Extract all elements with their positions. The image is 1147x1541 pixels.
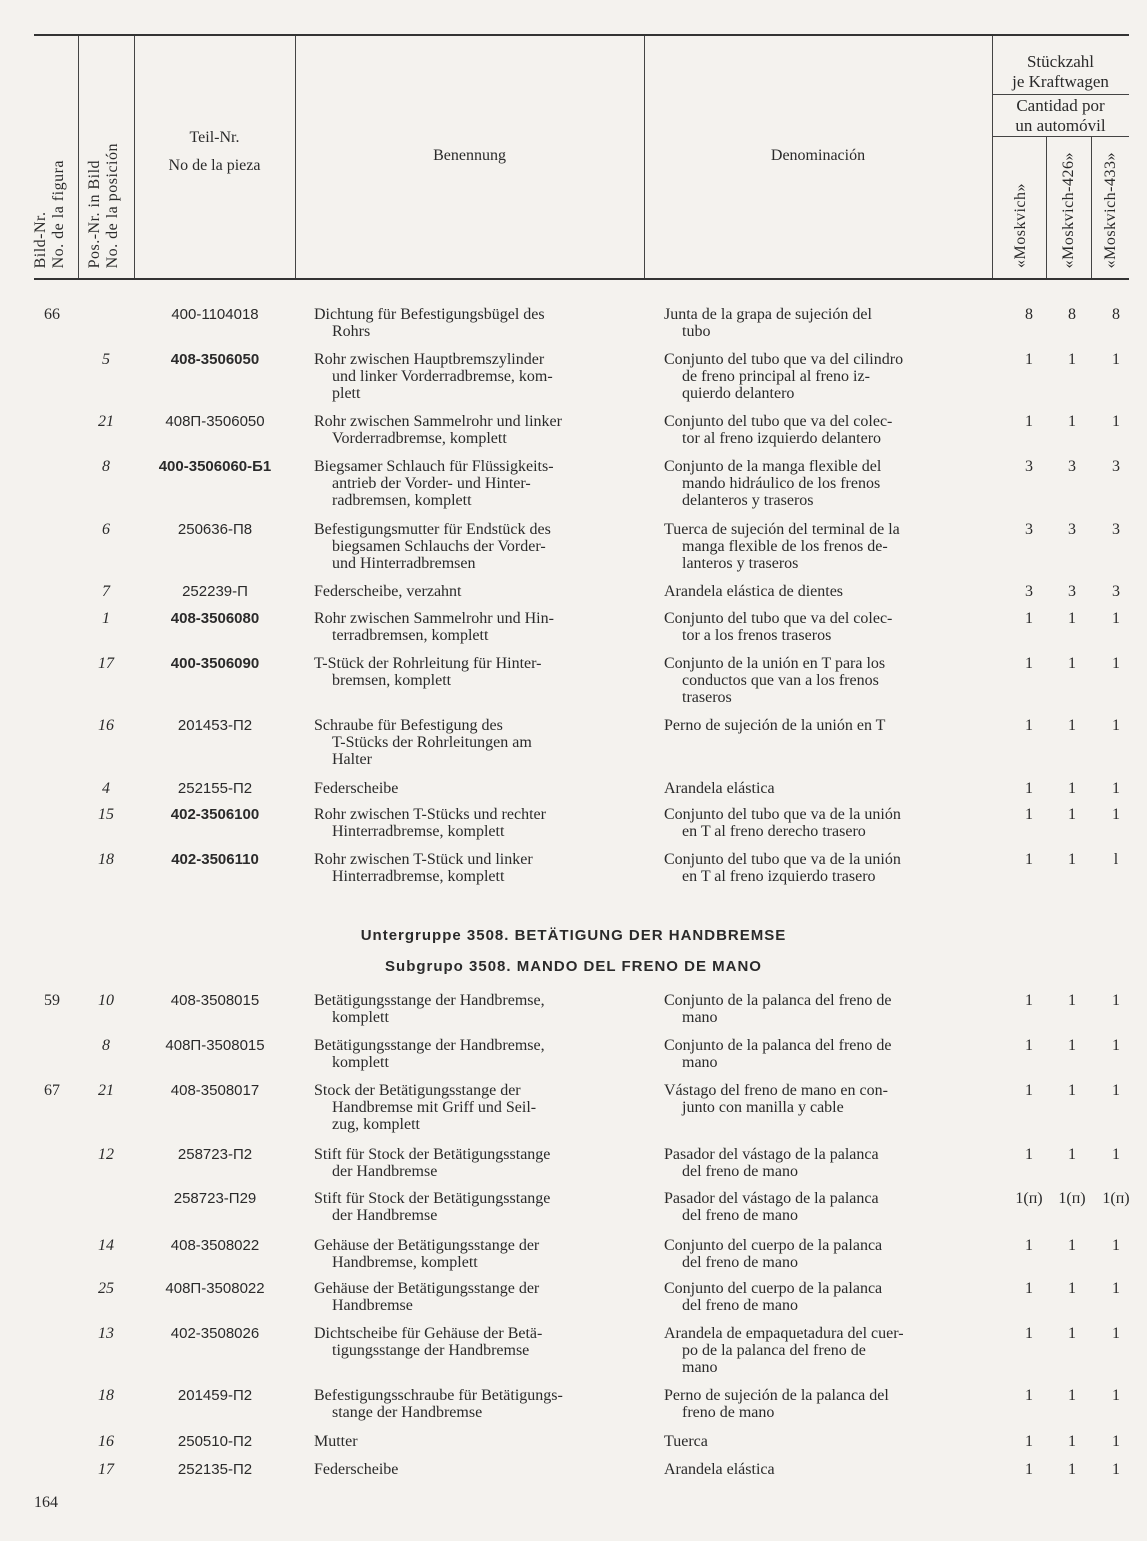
qty-moskvich-433-cell: 1 <box>1112 1280 1120 1297</box>
part-number-cell: 408-3508015 <box>170 992 260 1009</box>
qty-moskvich-426-cell: 1 <box>1068 1237 1076 1254</box>
part-number-cell: 408-3508022 <box>170 1237 260 1254</box>
denominacion-cell <box>664 992 976 1026</box>
denominacion-cell <box>664 1433 976 1450</box>
qty-moskvich-426-cell: 1 <box>1068 717 1076 734</box>
text-line: conductos que van a los frenos <box>682 672 879 689</box>
qty-moskvich-cell: 1 <box>1025 655 1033 672</box>
qty-moskvich-433-cell: 1 <box>1112 1082 1120 1099</box>
text-line: der Handbremse <box>332 1163 438 1180</box>
qty-moskvich-cell: 1(п) <box>1015 1190 1043 1207</box>
position-number-cell: 8 <box>102 1037 110 1054</box>
header-part-number <box>134 128 295 176</box>
qty-moskvich-433-cell: 1 <box>1112 1325 1120 1342</box>
text-line: Teil-Nr. <box>189 129 240 146</box>
benennung-cell <box>314 1237 626 1271</box>
text-line: No de la pieza <box>168 157 261 174</box>
benennung-cell <box>314 351 626 402</box>
qty-moskvich-cell: 1 <box>1025 1325 1033 1342</box>
text-line: Arandela elástica de dientes <box>664 583 844 600</box>
qty-moskvich-426-cell: 1 <box>1068 806 1076 823</box>
text-line: Stift für Stock der Betätigungsstange <box>314 1190 551 1207</box>
text-line: Handbremse, komplett <box>332 1254 478 1271</box>
position-number-cell: 15 <box>98 806 114 823</box>
text-line: Tuerca <box>664 1433 708 1450</box>
qty-moskvich-426-cell: 1 <box>1068 1325 1076 1342</box>
denominacion-cell <box>664 1237 976 1271</box>
text-line: Conjunto del tubo que va de la unión <box>664 806 901 823</box>
benennung-cell <box>314 717 626 768</box>
text-line: Rohr zwischen Hauptbremszylinder <box>314 351 545 368</box>
qty-moskvich-cell: 1 <box>1025 1433 1033 1450</box>
denominacion-cell <box>664 780 976 797</box>
qty-moskvich-433-cell: 1 <box>1112 1433 1120 1450</box>
qty-moskvich-433-cell: 1 <box>1112 1461 1120 1478</box>
qty-moskvich-433-cell: 1 <box>1112 1146 1120 1163</box>
denominacion-cell <box>664 413 976 447</box>
text-line: Befestigungsschraube für Betätigungs- <box>314 1387 563 1404</box>
qty-moskvich-433-cell: 1 <box>1112 1387 1120 1404</box>
text-line: freno de mano <box>682 1404 775 1421</box>
position-number-cell: 18 <box>98 1387 114 1404</box>
text-line: komplett <box>332 1054 389 1071</box>
header-quantity-es <box>992 96 1129 136</box>
text-line: Hinterradbremse, komplett <box>332 823 505 840</box>
denominacion-cell <box>664 1190 976 1224</box>
text-line: Biegsamer Schlauch für Flüssigkeits- <box>314 458 554 475</box>
text-line: en T al freno izquierdo trasero <box>682 868 876 885</box>
text-line: Federscheibe <box>314 1461 399 1478</box>
text-line: tor al freno izquierdo delantero <box>682 430 882 447</box>
text-line: del freno de mano <box>682 1254 798 1271</box>
benennung-cell <box>314 992 626 1026</box>
part-number-cell: 252135-П2 <box>177 1461 253 1478</box>
denominacion-cell <box>664 1325 976 1376</box>
text-line: Gehäuse der Betätigungsstange der <box>314 1280 540 1297</box>
qty-moskvich-433-cell: 8 <box>1112 306 1120 323</box>
part-number-cell: 408-3508017 <box>170 1082 260 1099</box>
text-line: Perno de sujeción de la palanca del <box>664 1387 889 1404</box>
text-line: Schraube für Befestigung des <box>314 717 503 734</box>
benennung-cell <box>314 655 626 689</box>
part-number-cell: 250636-П8 <box>177 521 253 538</box>
qty-moskvich-cell: 1 <box>1025 1082 1033 1099</box>
part-number-cell: 400-3506060-Б1 <box>158 458 272 475</box>
part-number-cell: 201453-П2 <box>177 717 253 734</box>
position-number-cell: 18 <box>98 851 114 868</box>
qty-moskvich-433-cell: 1 <box>1112 655 1120 672</box>
text-line: stange der Handbremse <box>332 1404 483 1421</box>
qty-moskvich-426-cell: 1 <box>1068 351 1076 368</box>
denominacion-cell <box>664 1280 976 1314</box>
benennung-cell <box>314 806 626 840</box>
position-number-cell: 12 <box>98 1146 114 1163</box>
text-line: Federscheibe <box>314 780 399 797</box>
table-rule <box>1046 136 1047 278</box>
part-number-cell: 250510-П2 <box>177 1433 253 1450</box>
text-line: Junta de la grapa de sujeción del <box>664 306 872 323</box>
qty-moskvich-cell: 1 <box>1025 780 1033 797</box>
part-number-cell: 201459-П2 <box>177 1387 253 1404</box>
qty-moskvich-cell: 3 <box>1025 521 1033 538</box>
position-number-cell: 16 <box>98 1433 114 1450</box>
text-line: Pasador del vástago de la palanca <box>664 1190 879 1207</box>
text-line: delanteros y traseros <box>682 492 814 509</box>
qty-moskvich-433-cell: 1 <box>1112 992 1120 1009</box>
denominacion-cell <box>664 1082 976 1116</box>
part-number-cell: 408П-3508015 <box>165 1037 265 1054</box>
part-number-cell: 400-1104018 <box>171 306 259 323</box>
table-rule <box>1091 136 1092 278</box>
position-number-cell: 7 <box>102 583 110 600</box>
text-line: Befestigungsmutter für Endstück des <box>314 521 551 538</box>
qty-moskvich-433-cell: 3 <box>1112 583 1120 600</box>
position-number-cell: 14 <box>98 1237 114 1254</box>
position-number-cell: 25 <box>98 1280 114 1297</box>
benennung-cell <box>314 583 626 600</box>
subgroup-heading-de: Untergruppe 3508. BETÄTIGUNG DER HANDBREMSE <box>360 927 787 944</box>
text-line: plett <box>332 385 361 402</box>
text-line: mano <box>682 1009 718 1026</box>
part-number-cell: 402-3508026 <box>170 1325 260 1342</box>
text-line: mano <box>682 1054 718 1071</box>
qty-moskvich-cell: 1 <box>1025 610 1033 627</box>
text-line: lanteros y traseros <box>682 555 799 572</box>
text-line: der Handbremse <box>332 1207 438 1224</box>
text-line: Dichtscheibe für Gehäuse der Betä- <box>314 1325 543 1342</box>
text-line: Betätigungsstange der Handbremse, <box>314 992 545 1009</box>
text-line: Arandela elástica <box>664 780 775 797</box>
part-number-cell: 252155-П2 <box>177 780 253 797</box>
denominacion-cell <box>664 717 976 734</box>
position-number-cell: 8 <box>102 458 110 475</box>
qty-moskvich-426-cell: 1(п) <box>1058 1190 1086 1207</box>
qty-moskvich-cell: 1 <box>1025 851 1033 868</box>
position-number-cell: 17 <box>98 1461 114 1478</box>
text-line: Conjunto del cuerpo de la palanca <box>664 1237 883 1254</box>
text-line: zug, komplett <box>332 1116 420 1133</box>
text-line: Conjunto del tubo que va de la unión <box>664 851 901 868</box>
part-number-cell: 258723-П29 <box>173 1190 257 1207</box>
qty-moskvich-426-cell: 1 <box>1068 1280 1076 1297</box>
position-number-cell: 4 <box>102 780 110 797</box>
denominacion-cell <box>664 521 976 572</box>
qty-moskvich-426-cell: 1 <box>1068 1461 1076 1478</box>
denominacion-cell <box>664 1387 976 1421</box>
text-line: Rohr zwischen Sammelrohr und Hin- <box>314 610 554 627</box>
text-line: Conjunto del cuerpo de la palanca <box>664 1280 883 1297</box>
text-line: Conjunto de la palanca del freno de <box>664 992 892 1009</box>
part-number-cell: 402-3506100 <box>170 806 260 823</box>
qty-moskvich-426-cell: 1 <box>1068 655 1076 672</box>
text-line: und linker Vorderradbremse, kom- <box>332 368 553 385</box>
text-line: Pos.-Nr. in Bild <box>86 159 103 268</box>
position-number-cell: 6 <box>102 521 110 538</box>
qty-moskvich-433-cell: 1 <box>1112 1037 1120 1054</box>
qty-moskvich-cell: 1 <box>1025 1237 1033 1254</box>
text-line: bremsen, komplett <box>332 672 452 689</box>
qty-moskvich-cell: 1 <box>1025 717 1033 734</box>
benennung-cell <box>314 1325 626 1359</box>
text-line: manga flexible de los frenos de- <box>682 538 888 555</box>
text-line: de freno principal al freno iz- <box>682 368 870 385</box>
qty-moskvich-433-cell: 1 <box>1112 806 1120 823</box>
text-line: Arandela elástica <box>664 1461 775 1478</box>
benennung-cell <box>314 306 626 340</box>
table-rule <box>992 136 1129 137</box>
text-line: Conjunto de la unión en T para los <box>664 655 886 672</box>
text-line: Perno de sujeción de la unión en T <box>664 717 886 734</box>
benennung-cell <box>314 1037 626 1071</box>
text-line: Mutter <box>314 1433 358 1450</box>
text-line: antrieb der Vorder- und Hinter- <box>332 475 531 492</box>
qty-moskvich-cell: 3 <box>1025 458 1033 475</box>
qty-moskvich-426-cell: 1 <box>1068 413 1076 430</box>
text-line: Stückzahl <box>1026 52 1095 71</box>
part-number-cell: 258723-П2 <box>177 1146 253 1163</box>
text-line: Betätigungsstange der Handbremse, <box>314 1037 545 1054</box>
position-number-cell: 1 <box>102 610 110 627</box>
qty-moskvich-433-cell: l <box>1113 851 1119 868</box>
text-line: Federscheibe, verzahnt <box>314 583 462 600</box>
qty-moskvich-426-cell: 3 <box>1068 458 1076 475</box>
qty-moskvich-426-cell: 1 <box>1068 780 1076 797</box>
text-line: Halter <box>332 751 372 768</box>
header-quantity-de <box>992 52 1129 92</box>
header-denominacion: Denominación <box>770 147 866 164</box>
benennung-cell <box>314 851 626 885</box>
text-line: po de la palanca del freno de <box>682 1342 866 1359</box>
table-header <box>34 34 1129 280</box>
denominacion-cell <box>664 806 976 840</box>
text-line: Conjunto de la palanca del freno de <box>664 1037 892 1054</box>
benennung-cell <box>314 458 626 509</box>
qty-moskvich-433-cell: 1 <box>1112 780 1120 797</box>
qty-moskvich-cell: 1 <box>1025 1146 1033 1163</box>
benennung-cell <box>314 1387 626 1421</box>
qty-moskvich-433-cell: 1(п) <box>1102 1190 1130 1207</box>
text-line: Rohrs <box>332 323 371 340</box>
qty-moskvich-cell: 1 <box>1025 1037 1033 1054</box>
qty-moskvich-433-cell: 1 <box>1112 717 1120 734</box>
qty-moskvich-cell: 3 <box>1025 583 1033 600</box>
qty-moskvich-426-cell: 3 <box>1068 583 1076 600</box>
benennung-cell <box>314 1082 626 1133</box>
qty-moskvich-433-cell: 1 <box>1112 351 1120 368</box>
text-line: Conjunto del tubo que va del colec- <box>664 610 893 627</box>
text-line: Gehäuse der Betätigungsstange der <box>314 1237 540 1254</box>
text-line: Handbremse <box>332 1297 413 1314</box>
text-line: traseros <box>682 689 732 706</box>
text-line: un automóvil <box>1015 116 1106 135</box>
position-number-cell: 21 <box>98 413 114 430</box>
qty-moskvich-cell: 1 <box>1025 413 1033 430</box>
text-line: No. de la figura <box>50 159 67 268</box>
position-number-cell: 16 <box>98 717 114 734</box>
denominacion-cell <box>664 306 976 340</box>
qty-moskvich-cell: 1 <box>1025 351 1033 368</box>
benennung-cell <box>314 780 626 797</box>
part-number-cell: 252239-П <box>182 583 248 600</box>
qty-moskvich-426-cell: 8 <box>1068 306 1076 323</box>
text-line: T-Stück der Rohrleitung für Hinter- <box>314 655 542 672</box>
qty-moskvich-426-cell: 1 <box>1068 1082 1076 1099</box>
denominacion-cell <box>664 851 976 885</box>
text-line: Rohr zwischen T-Stück und linker <box>314 851 533 868</box>
denominacion-cell <box>664 1461 976 1478</box>
page-number: 164 <box>34 1494 58 1511</box>
qty-moskvich-433-cell: 1 <box>1112 610 1120 627</box>
qty-moskvich-426-cell: 1 <box>1068 1037 1076 1054</box>
denominacion-cell <box>664 351 976 402</box>
header-model-moskvich-426: «Moskvich-426» <box>1060 151 1077 268</box>
part-number-cell: 408-3506050 <box>170 351 260 368</box>
text-line: Bild-Nr. <box>32 211 49 268</box>
qty-moskvich-426-cell: 1 <box>1068 610 1076 627</box>
header-model-moskvich: «Moskvich» <box>1012 183 1029 268</box>
position-number-cell: 17 <box>98 655 114 672</box>
qty-moskvich-cell: 1 <box>1025 1280 1033 1297</box>
qty-moskvich-426-cell: 1 <box>1068 1433 1076 1450</box>
qty-moskvich-433-cell: 1 <box>1112 413 1120 430</box>
qty-moskvich-cell: 1 <box>1025 992 1033 1009</box>
denominacion-cell <box>664 583 976 600</box>
benennung-cell <box>314 1461 626 1478</box>
qty-moskvich-426-cell: 1 <box>1068 992 1076 1009</box>
text-line: del freno de mano <box>682 1163 798 1180</box>
text-line: komplett <box>332 1009 389 1026</box>
qty-moskvich-cell: 1 <box>1025 1387 1033 1404</box>
text-line: No. de la posición <box>104 142 121 268</box>
qty-moskvich-433-cell: 1 <box>1112 1237 1120 1254</box>
text-line: und Hinterradbremsen <box>332 555 476 572</box>
qty-moskvich-426-cell: 3 <box>1068 521 1076 538</box>
denominacion-cell <box>664 610 976 644</box>
header-position-number <box>86 143 122 268</box>
qty-moskvich-433-cell: 3 <box>1112 521 1120 538</box>
text-line: Arandela de empaquetadura del cuer- <box>664 1325 904 1342</box>
text-line: Rohr zwischen Sammelrohr und linker <box>314 413 562 430</box>
qty-moskvich-426-cell: 1 <box>1068 851 1076 868</box>
position-number-cell: 13 <box>98 1325 114 1342</box>
text-line: Conjunto del tubo que va del cilindro <box>664 351 904 368</box>
benennung-cell <box>314 1433 626 1450</box>
benennung-cell <box>314 610 626 644</box>
header-figure-number <box>32 160 68 268</box>
text-line: je Kraftwagen <box>1012 72 1109 91</box>
text-line: Pasador del vástago de la palanca <box>664 1146 879 1163</box>
qty-moskvich-cell: 1 <box>1025 806 1033 823</box>
text-line: T-Stücks der Rohrleitungen am <box>332 734 532 751</box>
text-line: Dichtung für Befestigungsbügel des <box>314 306 545 323</box>
figure-number-cell: 67 <box>44 1082 60 1099</box>
part-number-cell: 408-3506080 <box>170 610 260 627</box>
part-number-cell: 402-3506110 <box>171 851 259 868</box>
text-line: Vorderradbremse, komplett <box>332 430 507 447</box>
figure-number-cell: 59 <box>44 992 60 1009</box>
text-line: Vástago del freno de mano en con- <box>664 1082 888 1099</box>
benennung-cell <box>314 1280 626 1314</box>
qty-moskvich-cell: 8 <box>1025 306 1033 323</box>
part-number-cell: 408П-3508022 <box>165 1280 265 1297</box>
text-line: mano <box>682 1359 718 1376</box>
subgroup-heading-es: Subgrupo 3508. MANDO DEL FRENO DE MANO <box>385 958 762 975</box>
text-line: del freno de mano <box>682 1297 798 1314</box>
text-line: Conjunto de la manga flexible del <box>664 458 882 475</box>
text-line: Handbremse mit Griff und Seil- <box>332 1099 537 1116</box>
part-number-cell: 408П-3506050 <box>165 413 265 430</box>
text-line: Rohr zwischen T-Stücks und rechter <box>314 806 546 823</box>
text-line: tubo <box>682 323 711 340</box>
benennung-cell <box>314 521 626 572</box>
qty-moskvich-426-cell: 1 <box>1068 1387 1076 1404</box>
header-model-moskvich-433: «Moskvich-433» <box>1102 151 1119 268</box>
text-line: del freno de mano <box>682 1207 798 1224</box>
table-rule <box>78 36 79 278</box>
text-line: mando hidráulico de los frenos <box>682 475 881 492</box>
text-line: biegsamen Schlauchs der Vorder- <box>332 538 546 555</box>
text-line: en T al freno derecho trasero <box>682 823 866 840</box>
benennung-cell <box>314 1190 626 1224</box>
header-benennung: Benennung <box>433 147 506 164</box>
position-number-cell: 10 <box>98 992 114 1009</box>
text-line: radbremsen, komplett <box>332 492 472 509</box>
figure-number-cell: 66 <box>44 306 60 323</box>
qty-moskvich-426-cell: 1 <box>1068 1146 1076 1163</box>
benennung-cell <box>314 1146 626 1180</box>
qty-moskvich-cell: 1 <box>1025 1461 1033 1478</box>
part-number-cell: 400-3506090 <box>170 655 260 672</box>
text-line: Conjunto del tubo que va del colec- <box>664 413 893 430</box>
qty-moskvich-433-cell: 3 <box>1112 458 1120 475</box>
text-line: Stock der Betätigungsstange der <box>314 1082 521 1099</box>
benennung-cell <box>314 413 626 447</box>
denominacion-cell <box>664 1037 976 1071</box>
text-line: Cantidad por <box>1016 96 1105 115</box>
text-line: junto con manilla y cable <box>682 1099 844 1116</box>
position-number-cell: 5 <box>102 351 110 368</box>
text-line: Stift für Stock der Betätigungsstange <box>314 1146 551 1163</box>
text-line: Hinterradbremse, komplett <box>332 868 505 885</box>
text-line: Tuerca de sujeción del terminal de la <box>664 521 900 538</box>
position-number-cell: 21 <box>98 1082 114 1099</box>
denominacion-cell <box>664 458 976 509</box>
text-line: terradbremsen, komplett <box>332 627 489 644</box>
table-rule <box>992 94 1129 95</box>
text-line: quierdo delantero <box>682 385 795 402</box>
text-line: tigungsstange der Handbremse <box>332 1342 530 1359</box>
text-line: tor a los frenos traseros <box>682 627 832 644</box>
denominacion-cell <box>664 655 976 706</box>
denominacion-cell <box>664 1146 976 1180</box>
